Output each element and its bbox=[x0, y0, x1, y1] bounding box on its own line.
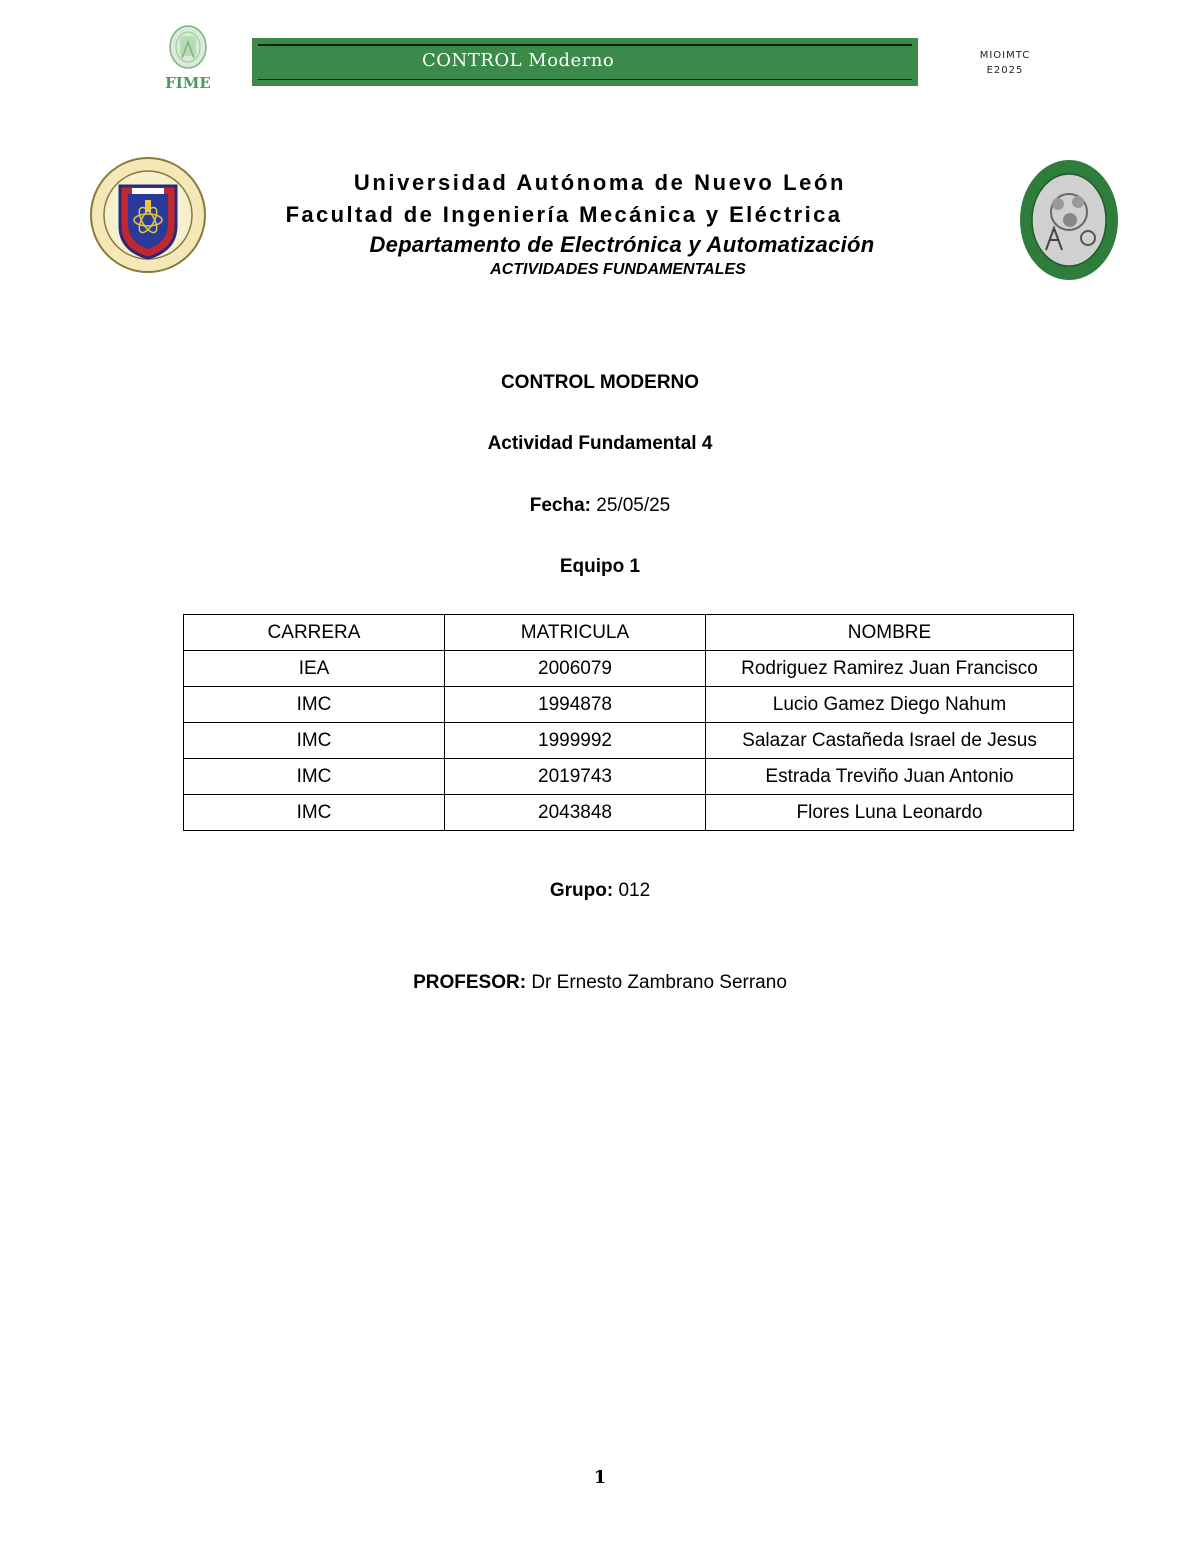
group-value: 012 bbox=[618, 880, 651, 901]
banner-title: CONTROL Moderno bbox=[422, 50, 615, 71]
header-name: NOMBRE bbox=[706, 615, 1074, 651]
cell-career: IMC bbox=[184, 687, 445, 723]
cell-career: IMC bbox=[184, 759, 445, 795]
page-number: 1 bbox=[593, 1467, 607, 1488]
cell-id: 2043848 bbox=[445, 795, 706, 831]
cell-career: IMC bbox=[184, 723, 445, 759]
professor-label: PROFESOR: bbox=[413, 972, 527, 993]
team-title: Equipo 1 bbox=[559, 556, 641, 577]
activities-label: ACTIVIDADES FUNDAMENTALES bbox=[490, 261, 746, 278]
team-table bbox=[183, 614, 1074, 831]
cell-name: Flores Luna Leonardo bbox=[706, 795, 1074, 831]
table-row bbox=[184, 687, 1074, 723]
cell-name: Salazar Castañeda Israel de Jesus bbox=[706, 723, 1074, 759]
professor-line bbox=[0, 972, 1200, 994]
cell-career: IEA bbox=[184, 651, 445, 687]
table-row bbox=[184, 651, 1074, 687]
course-code bbox=[960, 48, 1050, 78]
header-id: MATRICULA bbox=[445, 615, 706, 651]
group-line bbox=[0, 880, 1200, 902]
cell-career: IMC bbox=[184, 795, 445, 831]
header-career: CARRERA bbox=[184, 615, 445, 651]
course-banner bbox=[252, 38, 918, 86]
date-line bbox=[0, 495, 1200, 517]
table-row bbox=[184, 723, 1074, 759]
cell-name: Lucio Gamez Diego Nahum bbox=[706, 687, 1074, 723]
table-header-row bbox=[184, 615, 1074, 651]
date-value: 25/05/25 bbox=[596, 495, 671, 516]
group-label: Grupo: bbox=[549, 880, 614, 901]
university-name: Universidad Autónoma de Nuevo León bbox=[353, 170, 847, 195]
course-code-line1: MIOIMTC bbox=[979, 50, 1031, 61]
faculty-name: Facultad de Ingeniería Mecánica y Eléctrica bbox=[285, 202, 843, 227]
course-title: CONTROL MODERNO bbox=[500, 372, 700, 393]
cell-name: Rodriguez Ramirez Juan Francisco bbox=[706, 651, 1074, 687]
fime-logo bbox=[160, 22, 216, 94]
cell-id: 1999992 bbox=[445, 723, 706, 759]
course-code-line2: E2025 bbox=[986, 65, 1024, 76]
cell-id: 1994878 bbox=[445, 687, 706, 723]
cell-name: Estrada Treviño Juan Antonio bbox=[706, 759, 1074, 795]
table-row bbox=[184, 759, 1074, 795]
professor-value: Dr Ernesto Zambrano Serrano bbox=[531, 972, 787, 993]
table-row bbox=[184, 795, 1074, 831]
svg-text:FIME: FIME bbox=[165, 74, 211, 92]
cell-id: 2019743 bbox=[445, 759, 706, 795]
cell-id: 2006079 bbox=[445, 651, 706, 687]
department-name: Departamento de Electrónica y Automatización bbox=[369, 232, 875, 257]
activity-title: Actividad Fundamental 4 bbox=[487, 433, 713, 454]
date-label: Fecha: bbox=[529, 495, 591, 516]
